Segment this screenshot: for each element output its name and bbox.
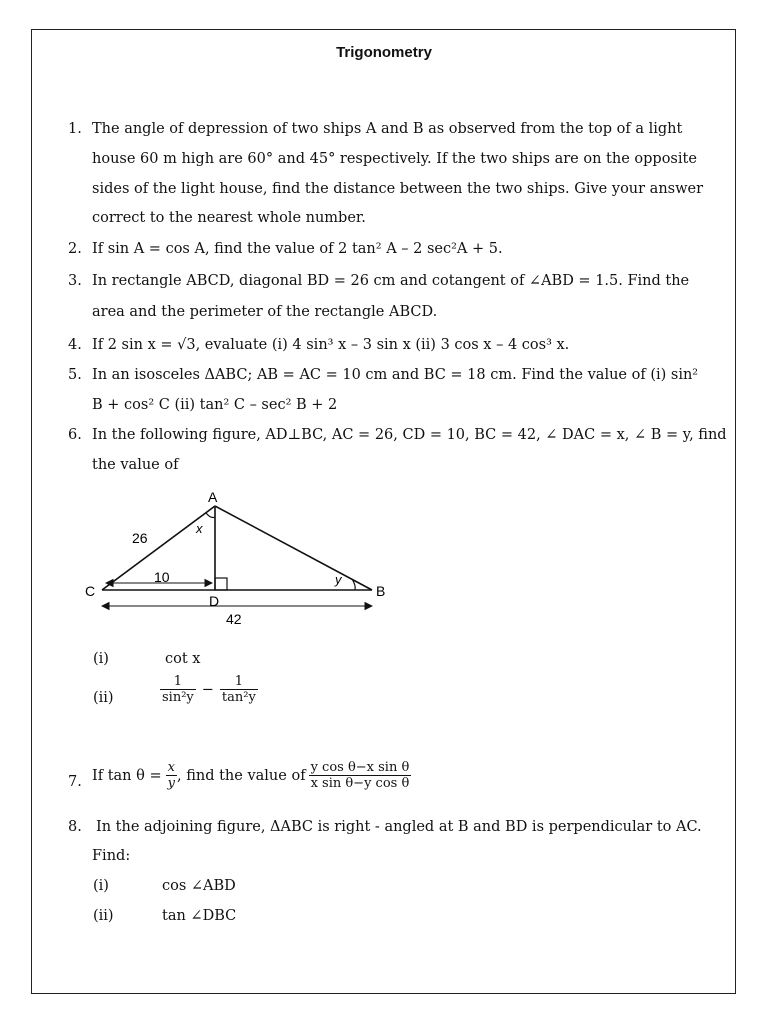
part-label: (ii) bbox=[93, 690, 114, 706]
vertex-d-label: D bbox=[209, 593, 220, 609]
question-number: 8. bbox=[68, 819, 82, 835]
fraction-1-over-sin2y: $\frac{1}{\text{sin²y}}$ bbox=[162, 674, 194, 705]
part-expression: tan ∠DBC bbox=[162, 908, 237, 924]
question-text: In rectangle ABCD, diagonal BD = 26 cm and cotangent of ∠ABD = 1.5. Find the bbox=[92, 273, 690, 289]
part-label: (i) bbox=[93, 878, 109, 894]
page-title: Trigonometry bbox=[336, 44, 432, 61]
minus-sign: − bbox=[201, 681, 214, 698]
triangle-figure-q6 bbox=[84, 486, 394, 631]
question-number: 5. bbox=[68, 367, 82, 383]
question-text: Find: bbox=[92, 848, 131, 864]
question-text: house 60 m high are 60° and 45° respectively. If the two ships are on the opposite bbox=[92, 151, 697, 167]
length-ac-label: 26 bbox=[132, 530, 148, 546]
length-bc-label: 42 bbox=[226, 611, 242, 627]
length-cd-label: 10 bbox=[154, 569, 170, 585]
question-text: In the following figure, AD⊥BC, AC = 26, CD = 10, BC = 42, ∠ DAC = x, ∠ B = y, find bbox=[92, 427, 727, 443]
fraction-1-over-tan2y: $\frac{1}{\text{tan²y}}$ bbox=[221, 674, 256, 705]
fraction-x-over-y: $\frac{x}{y}$ bbox=[167, 760, 175, 791]
q6-part-ii bbox=[0, 674, 768, 722]
question-text: the value of bbox=[92, 457, 179, 473]
question-number: 4. bbox=[68, 337, 82, 353]
question-text: sides of the light house, find the distance between the two ships. Give your answer bbox=[92, 181, 704, 197]
question-number: 2. bbox=[68, 241, 82, 257]
vertex-b-label: B bbox=[376, 583, 386, 599]
question-text: If tan θ = $\frac{x}{y}$ , find the value of $\frac{\text{y cos θ−x sin θ}}{\text{x sin θ−y cos θ}}$ bbox=[92, 760, 410, 791]
question-number: 7. bbox=[68, 774, 82, 790]
part-expression: cot x bbox=[165, 651, 201, 667]
part-label: (i) bbox=[93, 651, 109, 667]
question-text: In the adjoining figure, ΔABC is right - angled at B and BD is perpendicular to AC. bbox=[96, 819, 702, 835]
question-text: The angle of depression of two ships A and B as observed from the top of a light bbox=[92, 121, 683, 137]
side-ab bbox=[215, 506, 372, 590]
question-number: 6. bbox=[68, 427, 82, 443]
question-number: 1. bbox=[68, 121, 82, 137]
question-text: In an isosceles ΔABC; AB = AC = 10 cm and BC = 18 cm. Find the value of (i) sin² bbox=[92, 367, 699, 383]
vertex-c-label: C bbox=[85, 583, 96, 599]
question-text: If sin A = cos A, find the value of 2 tan² A – 2 sec²A + 5. bbox=[92, 241, 503, 257]
part-expression: cos ∠ABD bbox=[162, 878, 236, 894]
angle-x-label: x bbox=[196, 521, 203, 536]
question-text: B + cos² C (ii) tan² C – sec² B + 2 bbox=[92, 397, 338, 413]
angle-y-label: y bbox=[335, 572, 342, 587]
question-number: 3. bbox=[68, 273, 82, 289]
vertex-a-label: A bbox=[208, 489, 218, 505]
part-label: (ii) bbox=[93, 908, 114, 924]
question-text: If 2 sin x = √3, evaluate (i) 4 sin³ x – 3 sin x (ii) 3 cos x – 4 cos³ x. bbox=[92, 337, 570, 353]
right-angle-mark bbox=[215, 578, 227, 590]
fraction-expression: $\frac{\text{y cos θ−x sin θ}}{\text{x sin θ−y cos θ}}$ bbox=[310, 760, 410, 791]
question-text: correct to the nearest whole number. bbox=[92, 210, 366, 226]
question-text: area and the perimeter of the rectangle ABCD. bbox=[92, 304, 438, 320]
angle-x-arc bbox=[206, 513, 215, 518]
